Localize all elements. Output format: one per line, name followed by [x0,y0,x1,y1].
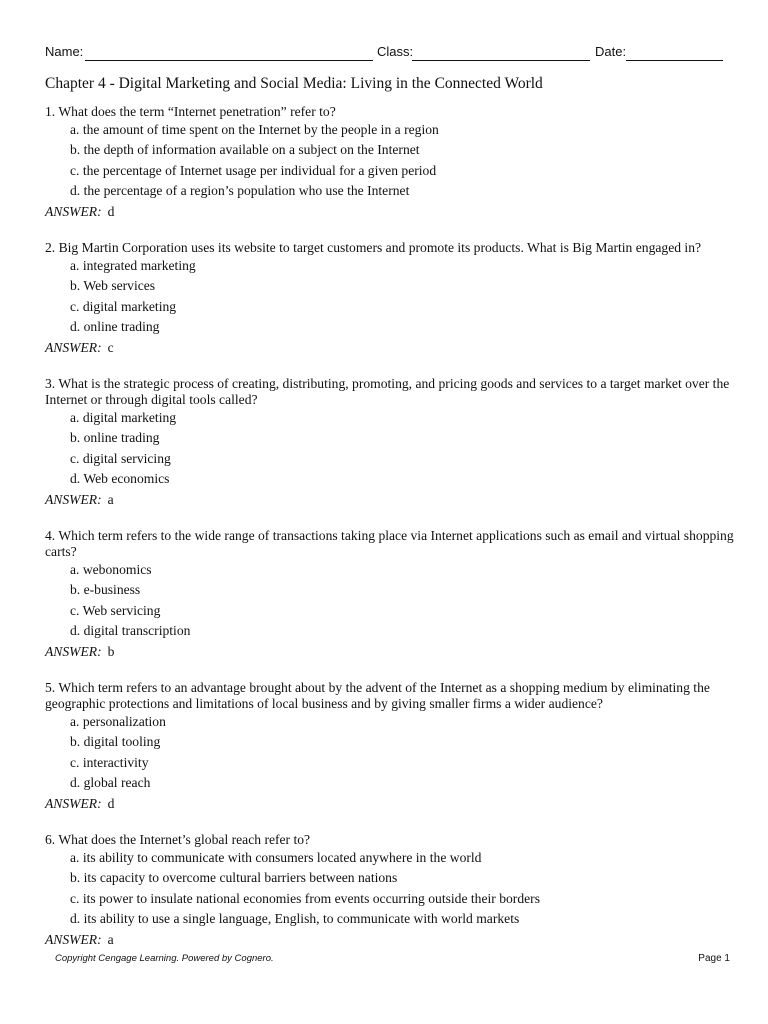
answer-option: d. its ability to use a single language, English, to communicate with world markets [70,910,520,926]
class-field[interactable] [412,60,590,61]
question-text: 6. What does the Internet’s global reach refer to? [45,831,311,847]
question-text: 2. Big Martin Corporation uses its website to target customers and promote its products. What is Big Martin engaged in? [45,239,702,255]
question-item [45,376,735,510]
name-field[interactable] [85,60,373,61]
answer-option: a. its ability to communicate with consumers located anywhere in the world [70,849,482,865]
answer-option: c. Web servicing [70,602,161,618]
answer-option: a. the amount of time spent on the Internet by the people in a region [70,122,439,137]
answer-option: d. online trading [70,318,160,334]
question-item [45,528,735,662]
answer-line [45,930,735,950]
answer-label: ANSWER: [45,340,102,356]
answer-option: c. the percentage of Internet usage per individual for a given period [70,162,437,178]
question-item [45,680,735,814]
copyright-notice: Copyright Cengage Learning. Powered by Cognero. [55,953,274,964]
answer-option: a. personalization [70,713,166,729]
answer-line [45,794,735,814]
answer-option: a. integrated marketing [70,257,196,273]
answer-line [45,490,735,510]
answer-option: d. digital transcription [70,622,191,638]
chapter-title: Chapter 4 - Digital Marketing and Social Media: Living in the Connected World [45,75,543,92]
answer-label: ANSWER: [45,932,102,948]
page-number: Page 1 [698,953,730,964]
answer-option: c. its power to insulate national economies from events occurring outside their borders [70,890,540,906]
answer-option: a. digital marketing [70,409,177,425]
answer-label: ANSWER: [45,796,102,812]
answer-option: b. e-business [70,582,141,598]
answer-line [45,642,735,662]
answer-label: ANSWER: [45,492,102,508]
question-text: 5. Which term refers to an advantage brought about by the advent of the Internet as a shopping medium by eliminating the geographic protections and limitations of local business and by giving smaller firms a wider audience? [45,679,710,711]
answer-option: d. Web economics [70,470,170,486]
answer-value: a [107,492,114,508]
question-text: 1. What does the term “Internet penetration” refer to? [45,104,336,119]
name-label: Name: [45,44,84,59]
answer-label: ANSWER: [45,204,102,220]
answer-option: b. Web services [70,278,156,294]
answer-option: c. interactivity [70,754,149,770]
question-list [45,104,735,968]
class-label: Class: [377,44,414,59]
question-item [45,104,735,222]
answer-option: a. webonomics [70,561,152,577]
question-text: 3. What is the strategic process of creating, distributing, promoting, and pricing goods and services to a target market over the Internet or through digital tools called? [45,375,730,407]
answer-value: c [107,340,114,356]
answer-option: b. online trading [70,430,160,446]
question-item [45,240,735,358]
answer-option: c. digital marketing [70,298,177,314]
date-field[interactable] [626,60,723,61]
answer-option: b. its capacity to overcome cultural barriers between nations [70,870,398,886]
answer-option: c. digital servicing [70,450,171,466]
answer-value: a [107,932,114,948]
question-text: 4. Which term refers to the wide range of transactions taking place via Internet applications such as email and virtual shopping carts? [45,527,734,559]
answer-option: d. the percentage of a region’s population who use the Internet [70,182,410,198]
answer-option: d. global reach [70,774,151,790]
answer-option: b. digital tooling [70,734,161,750]
date-label: Date: [595,44,627,59]
student-info-header [45,44,725,64]
answer-value: d [107,204,115,220]
question-item [45,832,735,950]
answer-value: b [107,644,115,660]
answer-line [45,338,735,358]
answer-value: d [107,796,115,812]
answer-line [45,202,735,222]
answer-label: ANSWER: [45,644,102,660]
answer-option: b. the depth of information available on a subject on the Internet [70,142,420,158]
